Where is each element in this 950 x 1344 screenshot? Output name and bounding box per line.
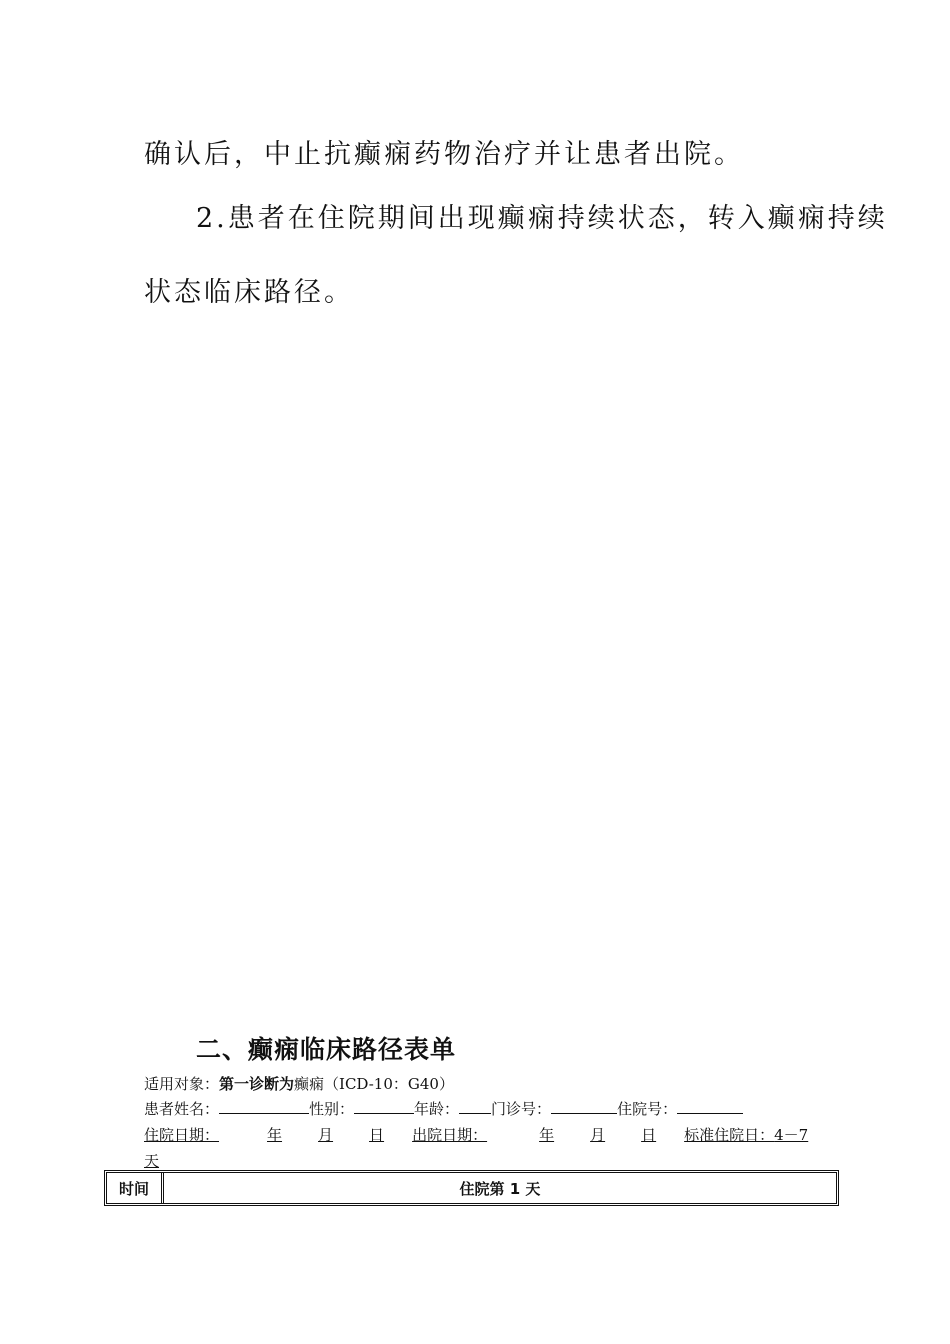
admit-date-label: 住院日期： [144, 1126, 220, 1144]
body-paragraph-1: 确认后，中止抗癫痫药物治疗并让患者出院。 [144, 139, 744, 170]
discharge-day: 日 [641, 1126, 657, 1144]
patient-name-field[interactable] [219, 1099, 309, 1114]
outpatient-label: 门诊号： [491, 1100, 552, 1118]
admit-year: 年 [267, 1126, 283, 1144]
age-field[interactable] [459, 1099, 491, 1114]
body-paragraph-2: 2.患者在住院期间出现癫痫持续状态，转入癫痫持续 [196, 203, 888, 234]
dates-line [144, 1124, 808, 1145]
admit-month: 月 [318, 1126, 334, 1144]
age-label: 年龄： [414, 1100, 460, 1118]
applicable-bold: 第一诊断为 [219, 1075, 295, 1093]
patient-name-label: 患者姓名： [144, 1100, 220, 1118]
standard-stay-label: 标准住院日： [684, 1126, 775, 1144]
gender-label: 性别： [309, 1100, 355, 1118]
gender-field[interactable] [354, 1099, 414, 1114]
admit-day: 日 [369, 1126, 385, 1144]
clinical-path-table [104, 1170, 839, 1206]
section-title: 二、癫痫临床路径表单 [196, 1035, 457, 1064]
applicable-rest: 癫痫（ICD-10：G40） [294, 1075, 454, 1093]
inpatient-label: 住院号： [617, 1100, 678, 1118]
standard-stay-unit: 天 [144, 1152, 160, 1170]
patient-info-line [144, 1098, 743, 1119]
table-header-time: 时间 [107, 1173, 164, 1203]
discharge-year: 年 [539, 1126, 555, 1144]
discharge-date-label: 出院日期： [412, 1126, 488, 1144]
outpatient-field[interactable] [551, 1099, 617, 1114]
table-header-day1: 住院第 1 天 [459, 1179, 541, 1198]
applicable-line [144, 1073, 454, 1094]
discharge-month: 月 [590, 1126, 606, 1144]
inpatient-field[interactable] [677, 1099, 743, 1114]
standard-stay-value: 4－7 [774, 1126, 809, 1144]
applicable-label: 适用对象： [144, 1075, 220, 1093]
body-paragraph-3: 状态临床路径。 [144, 277, 354, 308]
